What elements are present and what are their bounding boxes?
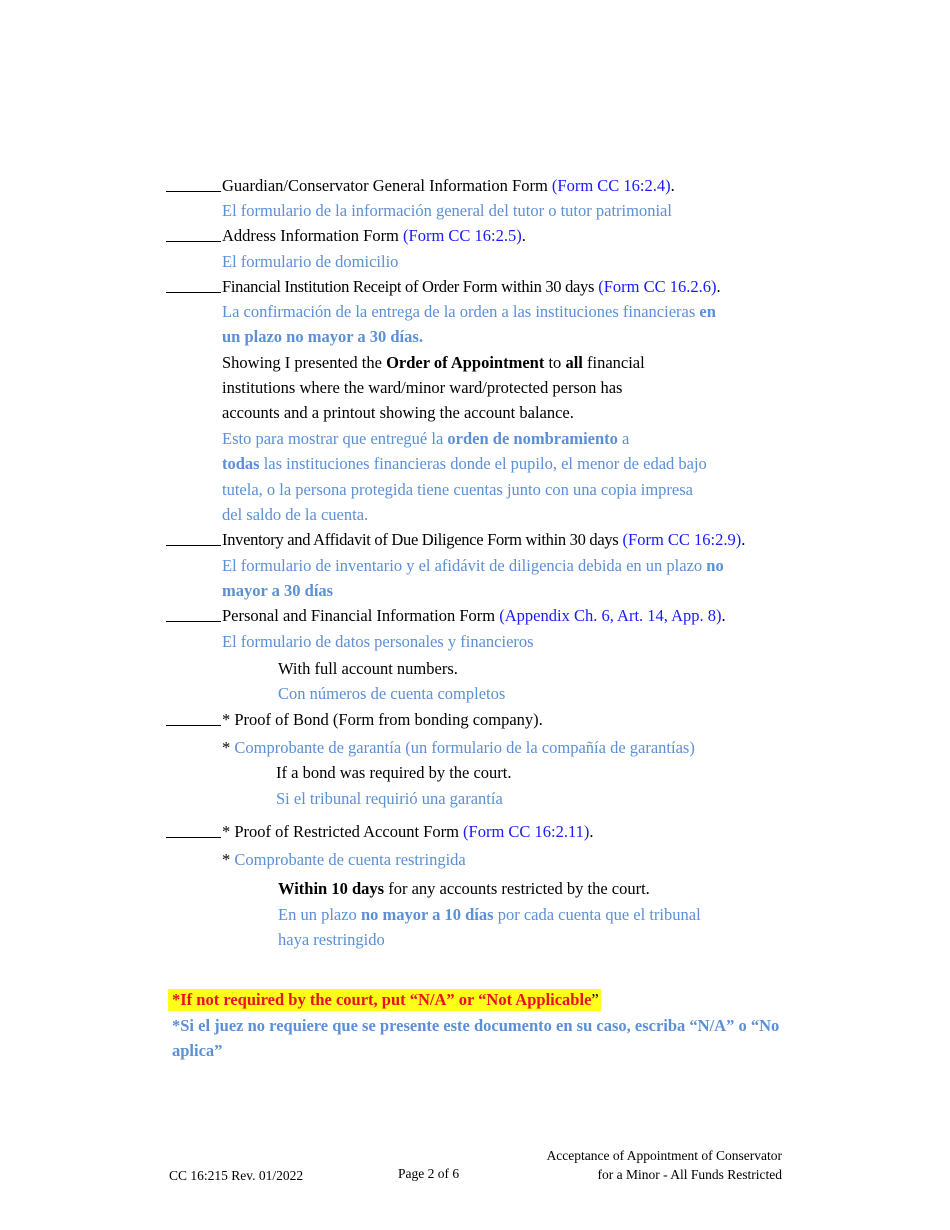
item-6-spanish: Comprobante de garantía (un formulario de la compañía de garantías) [234, 738, 695, 757]
footer-form-title [547, 1146, 782, 1184]
item-6-spanish-line [222, 735, 695, 760]
item-7-title-line [222, 819, 594, 844]
item-2-title-line [222, 223, 526, 248]
item-5-sub-spanish: Con números de cuenta completos [278, 684, 506, 703]
item-6-sub-english: If a bond was required by the court. [276, 763, 512, 782]
item-3-es-detail-line-2 [222, 451, 707, 476]
item-2-title: Address Information Form [222, 226, 399, 245]
footer-title-line-1: Acceptance of Appointment of Conservator [546, 1148, 782, 1163]
item-3-title: Financial Institution Receipt of Order Form within 30 days [222, 277, 595, 296]
checklist-blank-4 [166, 545, 221, 546]
item-7-spanish-line [222, 847, 466, 872]
item-1-form-ref: (Form CC 16:2.4) [551, 176, 671, 195]
item-1-period: . [670, 176, 675, 195]
item-7-sub-english-rest: for any accounts restricted by the court. [388, 879, 650, 898]
item-5-title-line [222, 603, 726, 628]
item-6-asterisk: * [222, 738, 231, 757]
item-4-spanish-line-2: mayor a 30 días [222, 581, 334, 600]
item-3-detail-line-2: institutions where the ward/minor ward/protected person has [222, 378, 623, 397]
not-required-note-text: *If not required by the court, put “N/A” or “Not Applicable [172, 990, 592, 1009]
item-3-es-detail-line-1 [222, 426, 629, 451]
item-3-form-ref: (Form CC 16.2.6) [598, 277, 717, 296]
item-3-detail-text: Showing I presented the [222, 353, 382, 372]
orden-de-nombramiento-bold: orden de nombramiento [447, 429, 618, 448]
item-3-spanish-bold: en [699, 302, 716, 321]
item-7-sub-english [278, 876, 650, 901]
not-required-note-close-quote: ” [591, 990, 599, 1009]
item-3-es-detail-text: Esto para mostrar que entregué la [222, 429, 444, 448]
item-3-es-detail-rest: las instituciones financieras donde el pupilo, el menor de edad bajo [263, 454, 707, 473]
item-1-title: Guardian/Conservator General Information Form [222, 176, 548, 195]
item-4-title: Inventory and Affidavit of Due Diligence Form within 30 days [222, 530, 619, 549]
item-3-spanish-line-1 [222, 299, 716, 324]
item-5-spanish: El formulario de datos personales y financieros [222, 632, 534, 651]
item-3-es-detail-line-4: del saldo de la cuenta. [222, 505, 369, 524]
item-5-form-ref: (Appendix Ch. 6, Art. 14, App. 8) [499, 606, 722, 625]
footer-form-id: CC 16:215 Rev. 01/2022 [169, 1168, 304, 1183]
item-4-period: . [741, 530, 746, 549]
todas-bold: todas [222, 454, 260, 473]
item-3-es-detail-a: a [622, 429, 630, 448]
checklist-blank-2 [166, 241, 221, 242]
not-required-note-english [168, 989, 601, 1011]
item-7-form-ref: (Form CC 16:2.11) [463, 822, 590, 841]
within-10-days-bold: Within 10 days [278, 879, 385, 898]
item-4-title-line [222, 527, 745, 552]
item-3-period: . [716, 277, 721, 296]
item-7-spanish: Comprobante de cuenta restringida [234, 850, 466, 869]
item-5-sub-english: With full account numbers. [278, 659, 458, 678]
item-1-spanish: El formulario de la información general del tutor o tutor patrimonial [222, 201, 672, 220]
item-7-title: * Proof of Restricted Account Form [222, 822, 459, 841]
item-2-period: . [521, 226, 526, 245]
item-3-spanish-line-2: un plazo no mayor a 30 días. [222, 327, 423, 346]
item-3-detail-line-3: accounts and a printout showing the account balance. [222, 403, 574, 422]
item-7-sub-spanish-pre: En un plazo [278, 905, 357, 924]
item-4-spanish-line-1 [222, 553, 724, 578]
item-7-sub-spanish-line-1 [278, 902, 701, 927]
item-7-sub-spanish-line-2: haya restringido [278, 930, 385, 949]
checklist-blank-5 [166, 621, 221, 622]
footer-page-number: Page 2 of 6 [398, 1166, 460, 1181]
item-3-es-detail-line-3: tutela, o la persona protegida tiene cuentas junto con una copia impresa [222, 480, 693, 499]
item-7-sub-spanish-post: por cada cuenta que el tribunal [497, 905, 701, 924]
footer-title-line-2: for a Minor - All Funds Restricted [597, 1167, 782, 1182]
item-6-title: * Proof of Bond (Form from bonding company). [222, 710, 543, 729]
order-of-appointment-bold: Order of Appointment [386, 353, 545, 372]
checklist-blank-6 [166, 725, 221, 726]
no-mayor-a-10-dias-bold: no mayor a 10 días [360, 905, 494, 924]
item-1-title-line [222, 173, 675, 198]
item-2-spanish: El formulario de domicilio [222, 252, 399, 271]
item-4-spanish-text: El formulario de inventario y el afidávit de diligencia debida en un plazo [222, 556, 703, 575]
item-6-sub-spanish: Si el tribunal requirió una garantía [276, 789, 503, 808]
checklist-blank-1 [166, 191, 221, 192]
checklist-blank-3 [166, 292, 221, 293]
item-4-spanish-bold: no [706, 556, 724, 575]
item-7-asterisk: * [222, 850, 231, 869]
item-4-form-ref: (Form CC 16:2.9) [622, 530, 742, 549]
checklist-blank-7 [166, 837, 221, 838]
item-3-spanish-text: La confirmación de la entrega de la orden a las instituciones financieras [222, 302, 696, 321]
item-2-form-ref: (Form CC 16:2.5) [403, 226, 522, 245]
item-3-detail-line-1 [222, 350, 645, 375]
not-required-note-spanish: *Si el juez no requiere que se presente este documento en su caso, escriba “N/A” o “No aplica” [172, 1016, 780, 1060]
item-3-title-line [222, 274, 721, 299]
all-bold: all [565, 353, 583, 372]
item-3-detail-financial: financial [586, 353, 645, 372]
item-7-period: . [589, 822, 594, 841]
item-5-period: . [721, 606, 726, 625]
item-3-detail-to: to [548, 353, 562, 372]
item-5-title: Personal and Financial Information Form [222, 606, 496, 625]
